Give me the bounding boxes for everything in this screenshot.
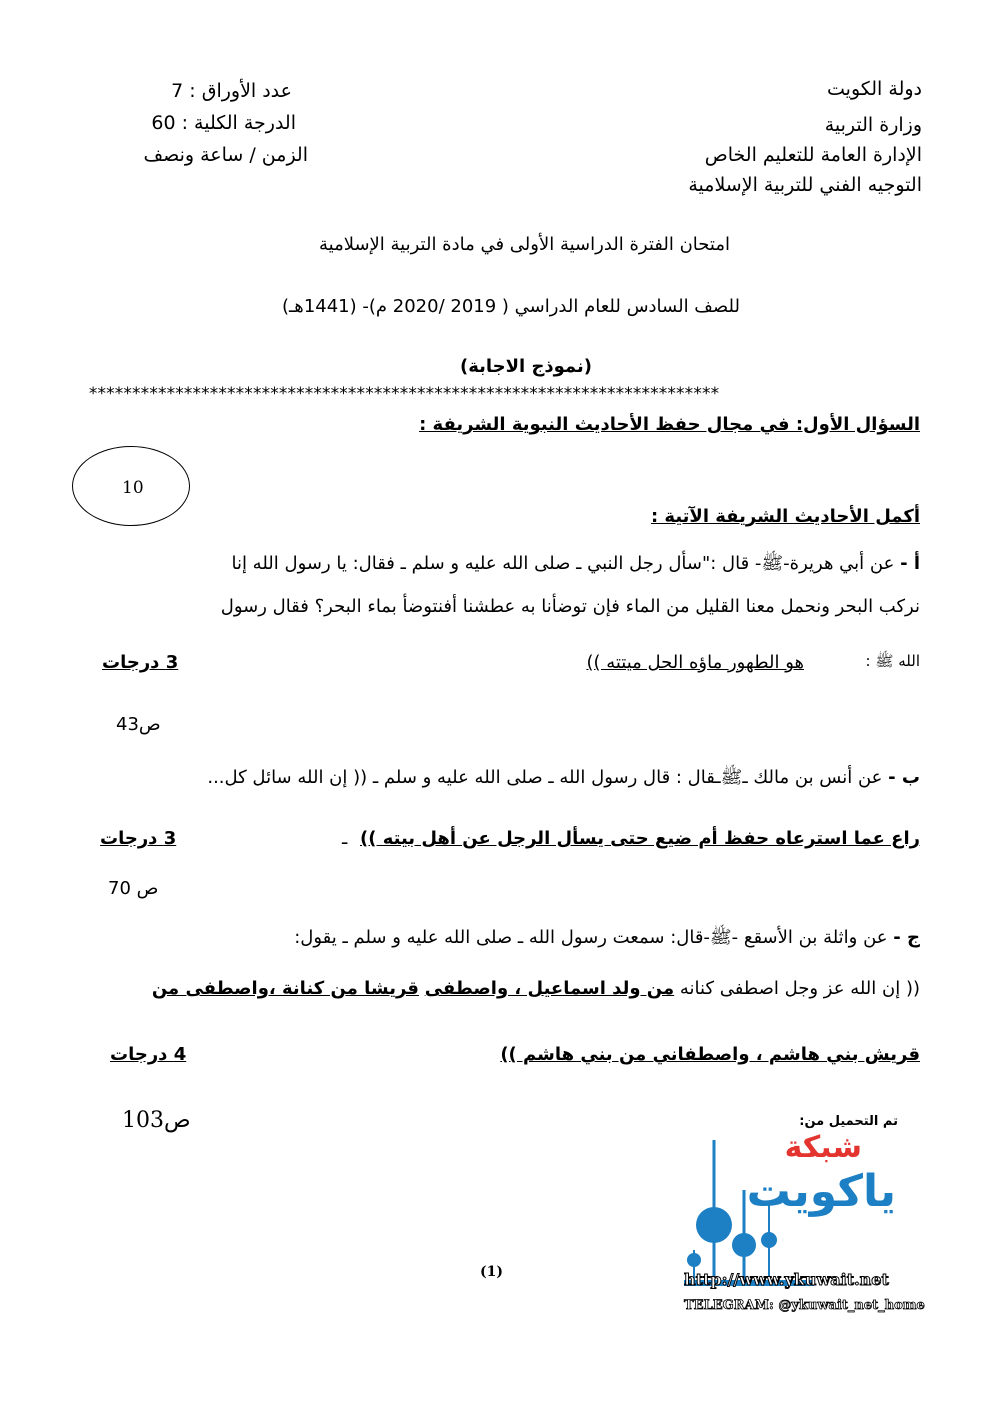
watermark-telegram[interactable]: TELEGRAM: @ykuwait_net_home	[684, 1298, 925, 1313]
hadith-c-marks: 4 درجات	[110, 1044, 187, 1065]
watermark-logo	[674, 1130, 904, 1320]
header-duration: الزمن / ساعة ونصف	[143, 144, 308, 166]
hadith-a-text1: عن أبي هريرة-ﷺ- قال :"سأل رجل النبي ـ صلى الله عليه و سلم ـ فقال: يا رسول الله إنا	[231, 553, 895, 574]
page-number: (1)	[480, 1264, 503, 1280]
watermark-brand-main: ياكويت	[746, 1166, 896, 1217]
hadith-c-line2	[152, 978, 920, 999]
hadith-b-marks: 3 درجات	[100, 828, 177, 849]
hadith-a-marks: 3 درجات	[102, 652, 179, 673]
hadith-a-page-ref: ص43	[116, 714, 161, 735]
stars-divider: *************************************************************************	[88, 384, 719, 404]
hadith-c-line1	[294, 926, 920, 952]
question1-heading: السؤال الأول: في مجال حفظ الأحاديث النبوية الشريفة :	[419, 414, 920, 435]
hadith-c-text1: عن واثلة بن الأسقع -ﷺ-قال: سمعت رسول الله ـ صلى الله عليه و سلم ـ يقول:	[294, 927, 888, 948]
header-pages-count: عدد الأوراق : 7	[171, 80, 292, 102]
header-supervision: التوجيه الفني للتربية الإسلامية	[688, 174, 922, 196]
hadith-b-dash: ـ	[342, 828, 348, 849]
hadith-b-text1: عن أنس بن مالك ـﷺـقال : قال رسول الله ـ صلى الله عليه و سلم ـ (( إن الله سائل كل...	[207, 767, 883, 788]
hadith-a-line1	[231, 552, 920, 578]
hadith-a-label: أ -	[900, 553, 920, 574]
hadith-a-answer: هو الطهور ماؤه الحل ميتته ))	[586, 652, 804, 673]
answer-model-label: (نموذج الاجابة)	[459, 356, 592, 377]
score-value: 10	[122, 478, 144, 498]
hadith-c-answer-b: قريشا من كنانة ،واصطفى من	[151, 978, 419, 999]
hadith-b-answer: راع عما استرعاه حفظ أم ضيع حتى يسأل الرجل عن أهل بيته ))	[359, 828, 920, 849]
watermark-brand-top: شبكة	[784, 1130, 862, 1165]
header-ministry: وزارة التربية	[824, 114, 922, 136]
hadith-c-label: ج -	[893, 927, 920, 948]
exam-title: امتحان الفترة الدراسية الأولى في مادة التربية الإسلامية	[318, 234, 730, 255]
hadith-c-answer-line3: قريش بني هاشم ، واصطفاني من بني هاشم ))	[500, 1044, 920, 1065]
hadith-b-page-ref: ص 70	[108, 878, 159, 899]
exam-grade-line: للصف السادس للعام الدراسي ( 2019 /2020 م)- (1441هـ)	[282, 296, 740, 317]
hadith-b-line1	[207, 766, 920, 792]
header-total-score: الدرجة الكلية : 60	[151, 112, 296, 134]
header-country: دولة الكويت	[827, 78, 922, 100]
watermark-caption: تم التحميل من:	[799, 1114, 898, 1129]
hadith-b-label: ب -	[888, 767, 920, 788]
hadith-a-line2: نركب البحر ونحمل معنا القليل من الماء فإن توضأنا به عطشنا أفنتوضأ بماء البحر؟ فقال رسول	[220, 596, 920, 617]
watermark-url[interactable]: http://www.ykuwait.net	[684, 1270, 889, 1289]
hadith-c-answer-a: من ولد اسماعيل ، واصطفى	[424, 978, 675, 999]
hadith-c-prefix: (( إن الله عز وجل اصطفى كنانه	[679, 978, 920, 999]
hadith-c-page-ref: ص103	[122, 1108, 191, 1133]
instruction-text: أكمل الأحاديث الشريفة الآتية :	[650, 506, 920, 527]
header-department: الإدارة العامة للتعليم الخاص	[704, 144, 922, 166]
hadith-a-prefix: الله ﷺ :	[865, 652, 920, 670]
